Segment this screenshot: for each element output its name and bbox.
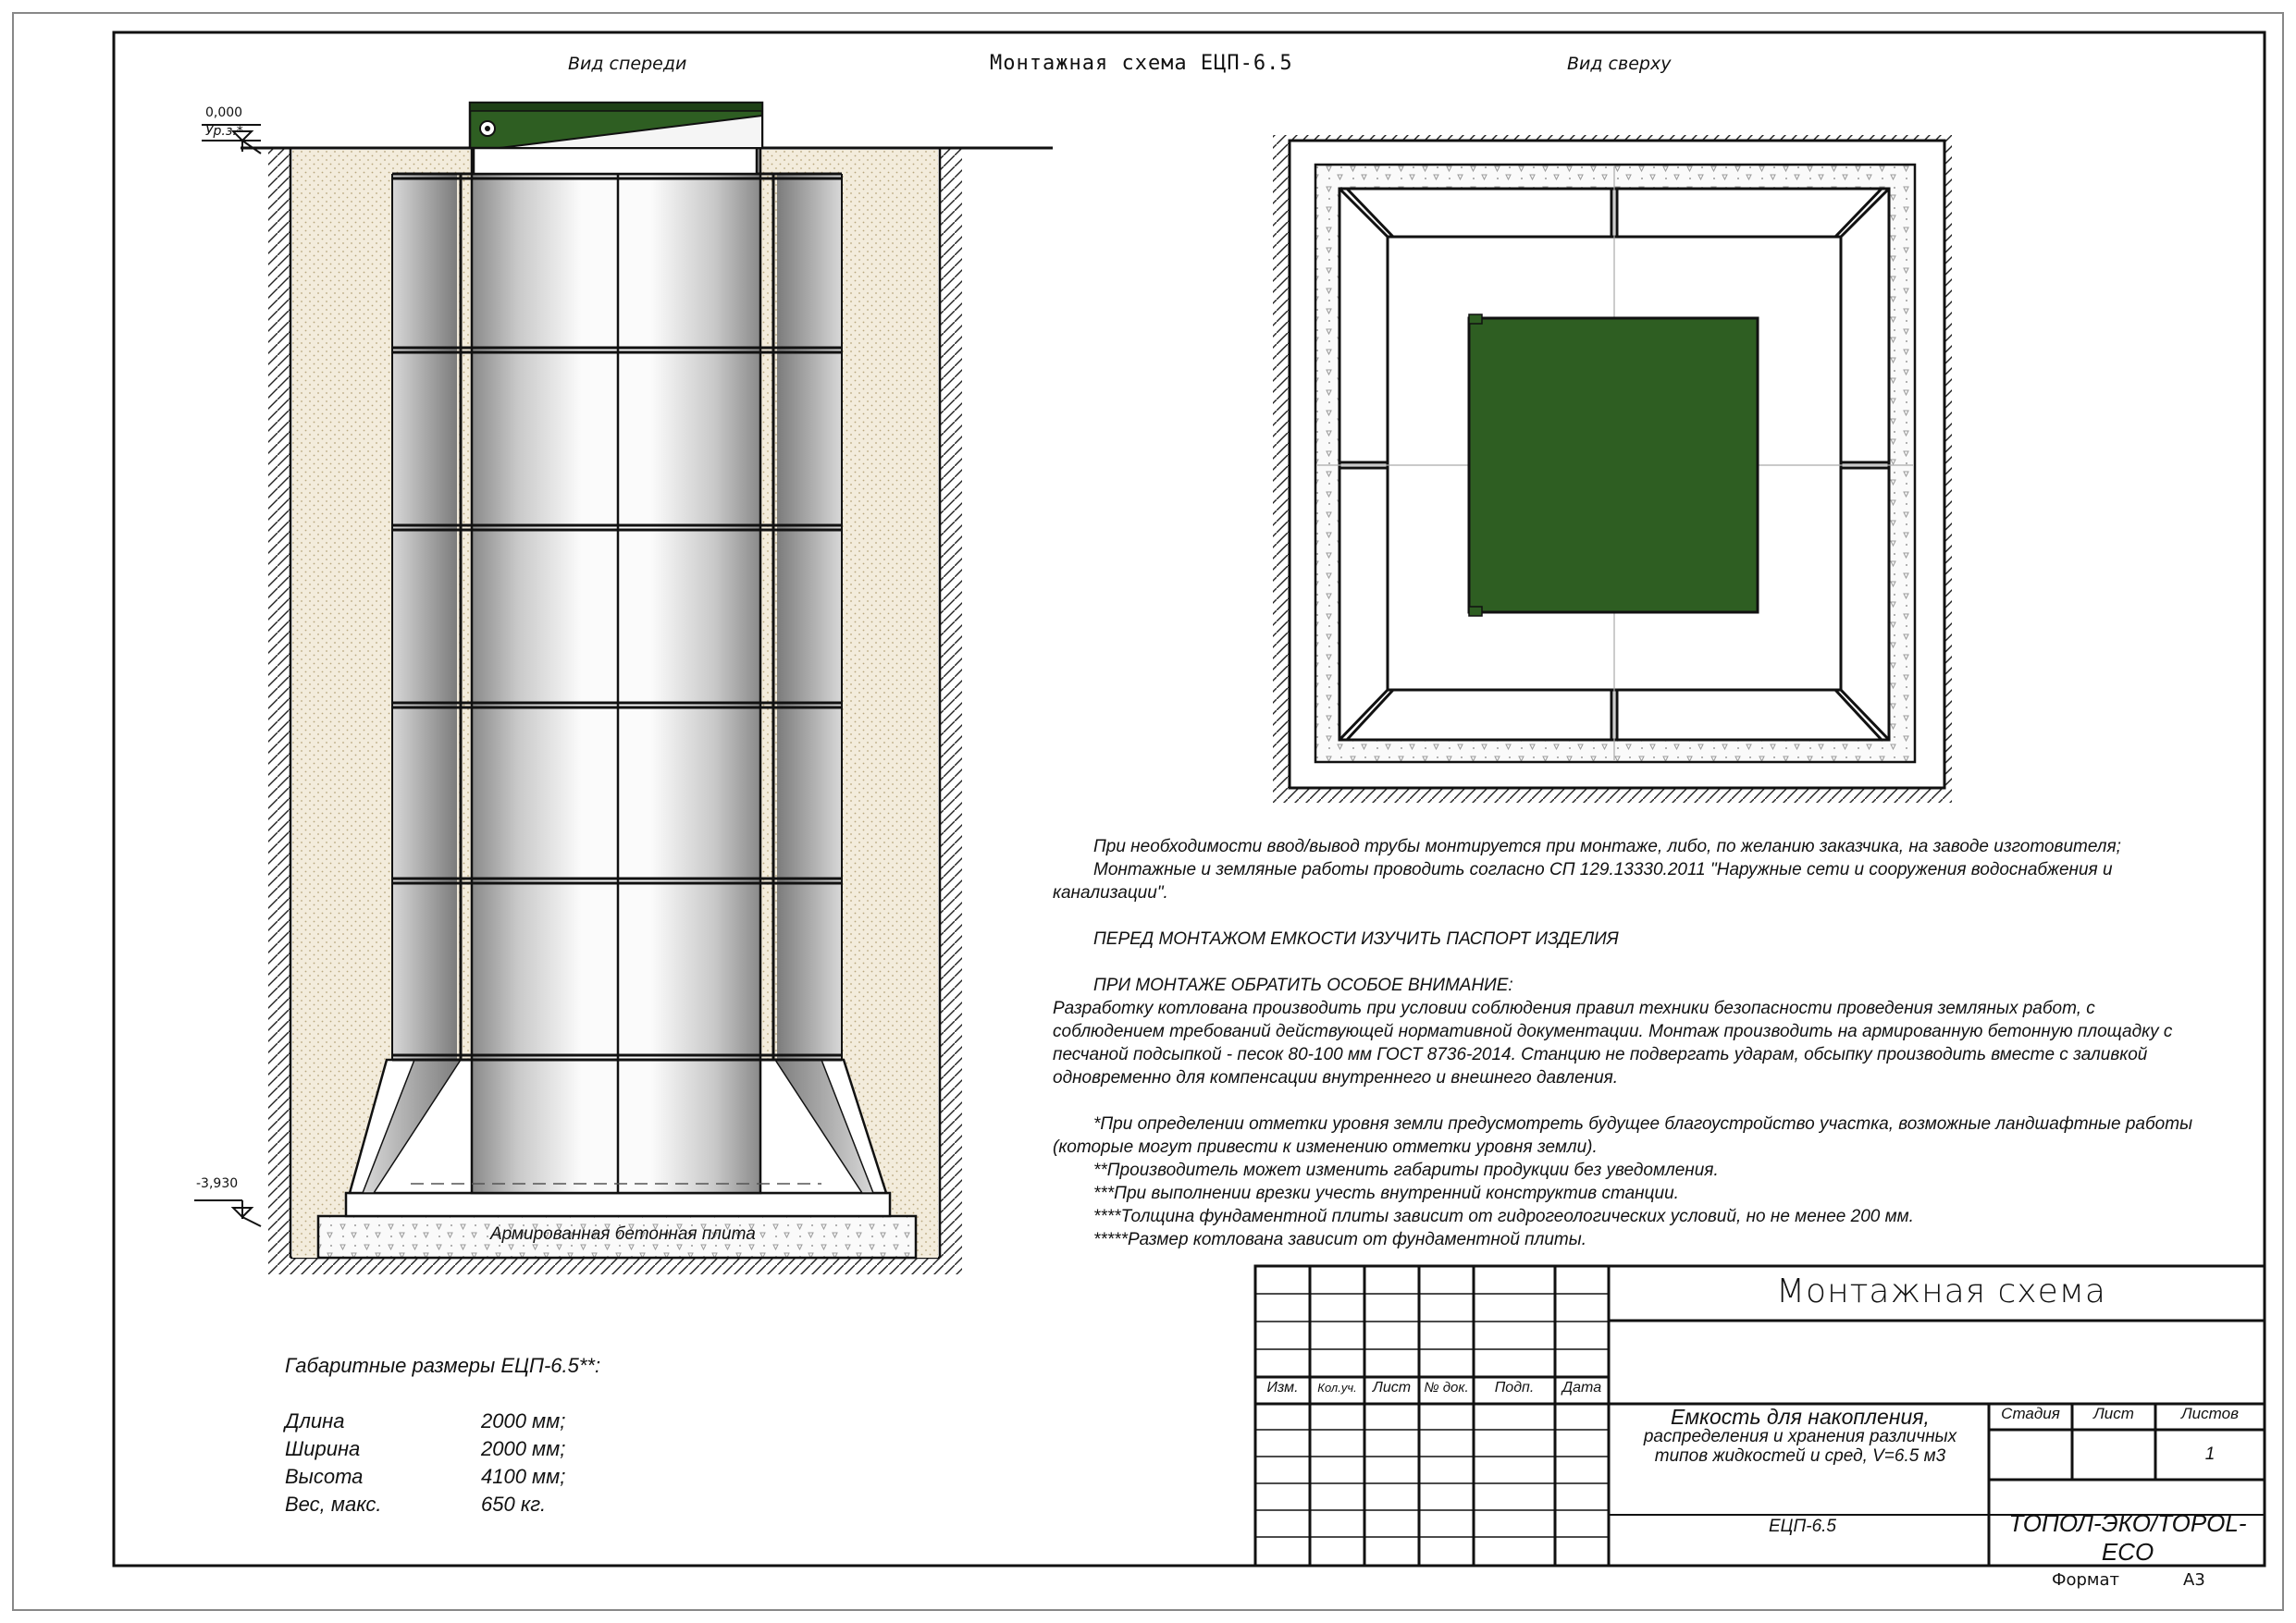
level-top-label: Ур.з.* [205, 124, 243, 139]
dim-row: Вес, макс. 650 кг. [285, 1493, 547, 1516]
level-mark-bottom [194, 1200, 261, 1226]
tb-col-sign: Подп. [1494, 1380, 1535, 1396]
tb-sheets-value: 1 [2204, 1445, 2216, 1464]
tb-product-name: Емкость для накопления, распределения и хранения различных типов жидкостей и сред, V=6.5 м3 [1643, 1405, 1957, 1466]
note-p5b: соблюдением требований действующей нормативной документации. Монтаж производить на армированную бетонную площадку с [1053, 1022, 2173, 1041]
installation-notes [1053, 835, 2237, 1251]
tb-col-date: Дата [1562, 1380, 1602, 1396]
note-p2b: канализации". [1053, 883, 1168, 903]
dimensions-heading: Габаритные размеры ЕЦП-6.5**: [285, 1354, 601, 1377]
tb-col-doc: № док. [1424, 1380, 1469, 1396]
dim-row: Ширина 2000 мм; [285, 1437, 566, 1460]
note-p3: ПЕРЕД МОНТАЖОМ ЕМКОСТИ ИЗУЧИТЬ ПАСПОРТ ИЗДЕЛИЯ [1093, 929, 1619, 949]
tb-sheets-header: Листов [2181, 1405, 2239, 1422]
note-p1: При необходимости ввод/вывод трубы монтируется при монтаже, либо, по желанию заказчика, на заводе изготовителя; [1093, 837, 2121, 856]
tank-base-plate [346, 1193, 890, 1216]
tb-company: ТОПОЛ-ЭКО/TOPOL-ECO [2008, 1509, 2247, 1566]
tank-cylinder [472, 148, 760, 1193]
footnote-4: ****Толщина фундаментной плиты зависит от гидрогеологических условий, но не менее 200 мм. [1093, 1207, 1914, 1226]
dim-row: Длина 2000 мм; [285, 1409, 566, 1432]
tank-neck [474, 146, 757, 174]
top-lid [1469, 318, 1758, 612]
footnote-1b: (которые могут привести к изменению отметки уровня земли). [1053, 1137, 1598, 1157]
top-view-label: Вид сверху [1567, 54, 1672, 74]
footnote-5: *****Размер котлована зависит от фундаментной плиты. [1093, 1230, 1587, 1249]
tb-code: ЕЦП-6.5 [1769, 1517, 1836, 1536]
tb-col-kol: Кол.уч. [1317, 1381, 1357, 1395]
tb-sheet-header: Лист [2093, 1405, 2134, 1422]
pit-wall-left-hatch [268, 148, 290, 1258]
front-view-label: Вид спереди [568, 54, 687, 74]
note-p2a: Монтажные и земляные работы проводить согласно СП 129.13330.2011 "Наружные сети и сооружения водоснабжения и [1093, 860, 2113, 879]
note-p5c: песчаной подсыпкой - песок 80-100 мм ГОСТ 8736-2014. Станцию не подвергать ударам, обсыпку производить вместе с заливкой [1053, 1045, 2148, 1064]
tb-col-izm: Изм. [1266, 1380, 1299, 1396]
level-top-value: 0,000 [205, 105, 243, 120]
frame-right-shade [777, 174, 842, 1060]
frame-left-shade [392, 174, 457, 1060]
pit-wall-right-hatch [940, 148, 962, 1258]
note-p5d: одновременно для компенсации внутреннего и внешнего давления. [1053, 1068, 1619, 1088]
note-p5a: Разработку котлована производить при условии соблюдения правил техники безопасности проведения земляных работ, с [1053, 999, 2095, 1018]
format-value: А3 [2183, 1570, 2205, 1590]
format-label: Формат [2052, 1570, 2120, 1590]
drawing-title: Монтажная схема ЕЦП-6.5 [990, 52, 1293, 75]
pit-floor-hatch [268, 1258, 962, 1274]
slab-label: Армированная бетонная плита [490, 1224, 756, 1244]
front-view [194, 103, 1053, 1274]
tb-stage-header: Стадия [2001, 1405, 2060, 1422]
level-bottom-value: -3,930 [196, 1176, 239, 1191]
footnote-2: **Производитель может изменить габариты продукции без уведомления. [1093, 1161, 1719, 1180]
footnote-1a: *При определении отметки уровня земли предусмотреть будущее благоустройство участка, возможные ландшафтные работы [1093, 1114, 2193, 1134]
dim-row: Высота 4100 мм; [285, 1465, 566, 1488]
footnote-3: ***При выполнении врезки учесть внутренний конструктив станции. [1093, 1184, 1679, 1203]
tb-col-list: Лист [1372, 1380, 1412, 1396]
dimensions-table [285, 1408, 565, 1518]
tb-drawing-name: Монтажная схема [1776, 1273, 2106, 1310]
top-view [1273, 135, 1952, 803]
note-p4: ПРИ МОНТАЖЕ ОБРАТИТЬ ОСОБОЕ ВНИМАНИЕ: [1093, 976, 1513, 995]
